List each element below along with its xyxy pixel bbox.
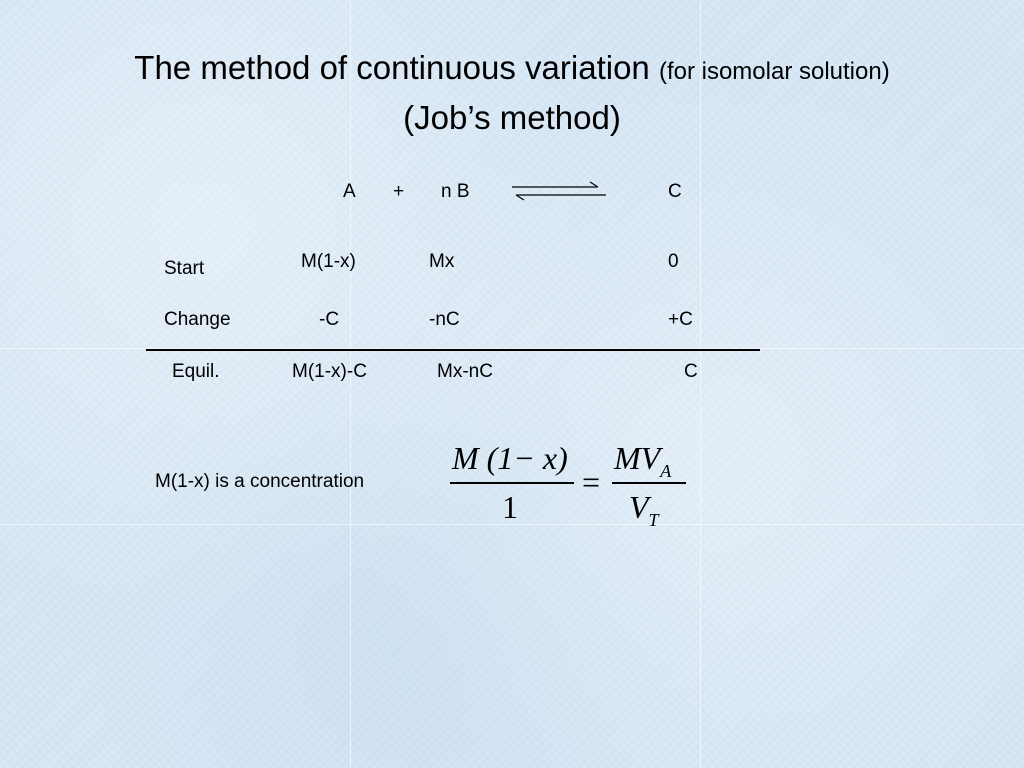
- start-a: M(1-x): [301, 251, 356, 272]
- table-divider: [146, 349, 760, 351]
- rhs-numerator-text: MV: [614, 440, 661, 476]
- row-label-start: Start: [164, 258, 205, 279]
- rhs-denominator-text: V: [629, 489, 649, 525]
- change-b: -nC: [429, 309, 460, 330]
- row-label-equil: Equil.: [172, 361, 220, 382]
- equilibrium-arrows-icon: [508, 180, 610, 202]
- formula-equals: =: [582, 464, 601, 500]
- reactant-b: n B: [441, 181, 470, 202]
- concentration-note: M(1-x) is a concentration: [155, 471, 365, 492]
- change-c: +C: [668, 309, 693, 330]
- equil-a: M(1-x)-C: [292, 361, 367, 382]
- equil-c: C: [684, 361, 698, 382]
- formula-lhs-numerator: M (1− x): [452, 440, 568, 476]
- row-label-change: Change: [164, 309, 231, 330]
- title-main: The method of continuous variation: [134, 49, 650, 86]
- rhs-numerator-subscript: A: [660, 461, 672, 481]
- change-a: -C: [319, 309, 340, 330]
- rhs-denominator-subscript: T: [648, 510, 659, 530]
- title-subtitle: (Job’s method): [403, 99, 621, 136]
- formula-lhs-fraction-bar: [450, 482, 574, 484]
- formula-rhs-denominator: [629, 489, 659, 530]
- reactant-a: A: [343, 181, 356, 202]
- formula-rhs-numerator: [614, 440, 672, 481]
- formula-lhs-denominator: 1: [502, 489, 518, 525]
- start-c: 0: [668, 251, 679, 272]
- plus-sign: +: [393, 181, 405, 202]
- formula-rhs-fraction-bar: [612, 482, 686, 484]
- slide-title: [0, 46, 1024, 140]
- product-c: C: [668, 181, 682, 202]
- equil-b: Mx-nC: [437, 361, 493, 382]
- start-b: Mx: [429, 251, 455, 272]
- title-qualifier: (for isomolar solution): [658, 58, 890, 85]
